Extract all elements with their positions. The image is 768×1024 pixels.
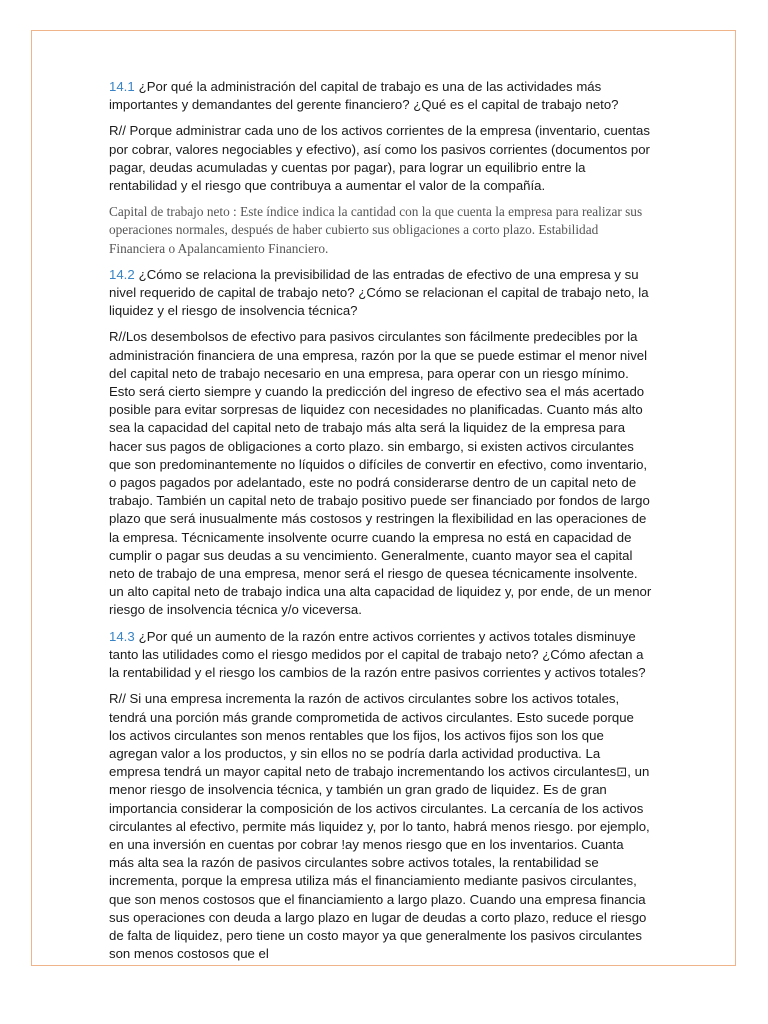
question-text: ¿Por qué un aumento de la razón entre activos corrientes y activos totales disminuye tanto las utilidades como el riesgo medidos por el capital de trabajo neto? ¿Cómo afectan a la rentabilidad y el riesgo los cambios de la razón entre pasivos corrientes y activos totales? <box>109 628 646 681</box>
question-text: ¿Por qué la administración del capital de trabajo es una de las actividades más importantes y demandantes del gerente financiero? ¿Qué es el capital de trabajo neto? <box>109 79 619 113</box>
answer-14-3: R// Si una empresa incrementa la razón de activos circulantes sobre los activos totales, tendrá una porción más grande comprometida de activos circulantes. Esto sucede porque los activos circulantes son menos rentables que los fijos, los activos fijos son los que agregan valor a los productos, y sin ellos no se podría darla actividad productiva. La empresa tendrá un mayor capital neto de trabajo incrementando los activos circulantes⊡, un menor riesgo de insolvencia técnica, y también un gran grado de liquidez. Es de gran importancia considerar la composición de los activos circulantes. La cercanía de los activos circulantes al efectivo, permite más liquidez y, por lo tanto, habrá menos riesgo. por ejemplo, en una inversión en cuentas por cobrar !ay menos riesgo que en los inventarios. Cuanta más alta sea la razón de pasivos circulantes sobre activos totales, la rentabilidad se incrementa, porque la empresa utiliza más el financiamiento mediante pasivos circulantes, que son menos costosos que el financiamiento a largo plazo. Cuando una empresa financia sus operaciones con deuda a largo plazo en lugar de deudas a corto plazo, reduce el riesgo de falta de liquidez, pero tiene un costo mayor ya que generalmente los pasivos circulantes son menos costosos que el <box>109 691 650 962</box>
answer-14-1: R// Porque administrar cada uno de los activos corrientes de la empresa (inventario, cuentas por cobrar, valores negociables y efectivo), así como los pasivos corrientes (documentos por pagar, deudas acumuladas y cuentas por pagar), para lograr un equilibrio entre la rentabilidad y el riesgo que contribuya a aumentar el valor de la compañía. <box>109 123 650 194</box>
question-text: ¿Cómo se relaciona la previsibilidad de las entradas de efectivo de una empresa y su nivel requerido de capital de trabajo neto? ¿Cómo se relacionan el capital de trabajo neto, la liquidez y el riesgo de insolvencia técnica? <box>109 266 649 319</box>
definition-paragraph: Capital de trabajo neto : Este índice indica la cantidad con la que cuenta la empresa para realizar sus operaciones normales, después de haber cubierto sus obligaciones a corto plazo. Estabilidad Financiera o Apalancamiento Financiero. <box>109 204 643 256</box>
question-14-1 <box>109 78 652 114</box>
question-14-2 <box>109 266 652 321</box>
question-14-3 <box>109 628 652 683</box>
question-number: 14.1 <box>109 79 135 94</box>
question-number: 14.3 <box>109 628 135 644</box>
question-number: 14.2 <box>109 266 135 282</box>
answer-14-2: R//Los desembolsos de efectivo para pasivos circulantes son fácilmente predecibles por la administración financiera de una empresa, razón por la que se puede estimar el menor nivel del capital neto de trabajo necesario en una empresa, para operar con un riesgo mínimo. Esto será cierto siempre y cuando la predicción del ingreso de efectivo sea el más acertado posible para evitar sorpresas de liquidez con necesidades no planificadas. Cuanto más alto sea la capacidad del capital neto de trabajo más alta será la liquidez de la empresa para hacer sus pagos de obligaciones a corto plazo. sin embargo, si existen activos circulantes que son predominantemente no líquidos o difíciles de convertir en efectivo, como inventario, o pagos pagados por adelantado, este no podrá considerarse dentro de un capital neto de trabajo. También un capital neto de trabajo positivo puede ser financiado por fondos de largo plazo que será inusualmente más costosos y restringen la flexibilidad en las operaciones de la empresa. Técnicamente insolvente ocurre cuando la empresa no está en capacidad de cumplir o pagar sus deudas a su vencimiento. Generalmente, cuanto mayor sea el capital neto de trabajo de una empresa, menor será el riesgo de quesea técnicamente insolvente. un alto capital neto de trabajo indica una alta capacidad de liquidez y, por ende, de un menor riesgo de insolvencia técnica y/o viceversa. <box>109 329 652 618</box>
document-body <box>109 78 652 971</box>
